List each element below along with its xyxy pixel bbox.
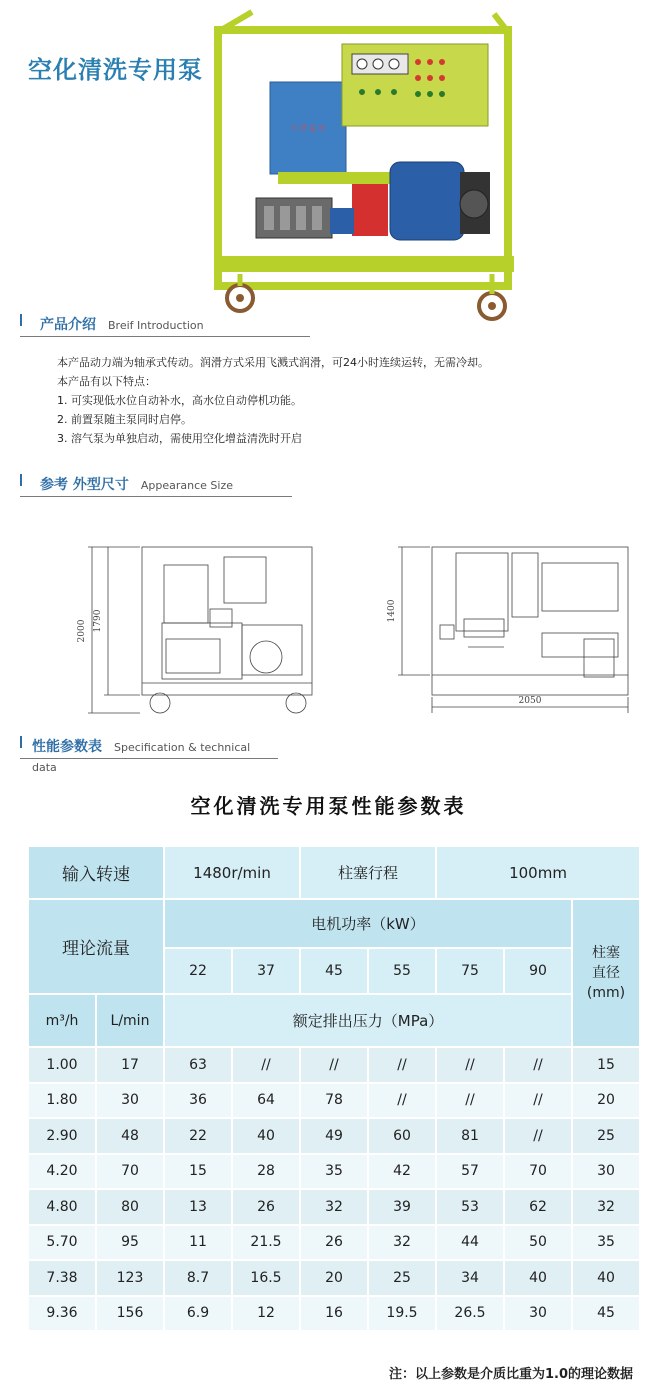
section-spec-heading <box>20 728 278 774</box>
table-cell: 7.38 <box>29 1261 95 1295</box>
table-cell: 42 <box>369 1155 435 1189</box>
feature-item: 1. 可实现低水位自动补水，高水位自动停机功能。 <box>57 394 302 407</box>
dimension-drawing <box>77 535 644 715</box>
table-cell: 8.7 <box>165 1261 231 1295</box>
table-cell: 39 <box>369 1190 435 1224</box>
pressure-label: 额定排出压力（MPa） <box>165 995 571 1046</box>
table-cell: 35 <box>301 1155 367 1189</box>
flow-label: 理论流量 <box>29 900 163 993</box>
section-size-heading <box>20 466 292 496</box>
table-cell: 25 <box>573 1119 639 1153</box>
tank-label: 大 济 益 社 <box>290 124 326 132</box>
intro-line: 本产品动力端为轴承式传动。润滑方式采用飞溅式润滑，可24小时连续运转，无需冷却。 <box>57 356 489 369</box>
footnote: 注：以上参数是介质比重为1.0的理论数据 <box>388 1367 633 1382</box>
intro-text <box>57 353 489 448</box>
stroke-label: 柱塞行程 <box>301 847 435 898</box>
feature-item: 2. 前置泵随主泵同时启停。 <box>57 413 192 426</box>
table-cell: 57 <box>437 1155 503 1189</box>
table-cell: 123 <box>97 1261 163 1295</box>
table-cell: 26.5 <box>437 1297 503 1331</box>
table-cell: 15 <box>165 1155 231 1189</box>
table-cell: 62 <box>505 1190 571 1224</box>
dim-height-2000: 2000 <box>77 619 87 643</box>
table-cell: // <box>369 1084 435 1118</box>
table-cell: 40 <box>233 1119 299 1153</box>
table-cell: 40 <box>505 1261 571 1295</box>
section-size-subtitle: Appearance Size <box>140 479 233 492</box>
unit-m3h: m³/h <box>29 995 95 1046</box>
input-speed-value: 1480r/min <box>165 847 299 898</box>
input-speed-label: 输入转速 <box>29 847 163 898</box>
power-value: 75 <box>437 949 503 993</box>
table-cell: // <box>437 1048 503 1082</box>
table-cell: 78 <box>301 1084 367 1118</box>
power-value: 90 <box>505 949 571 993</box>
table-cell: 13 <box>165 1190 231 1224</box>
table-cell: 4.20 <box>29 1155 95 1189</box>
table-cell: 32 <box>369 1226 435 1260</box>
table-cell: 21.5 <box>233 1226 299 1260</box>
table-cell: 81 <box>437 1119 503 1153</box>
table-cell: 32 <box>573 1190 639 1224</box>
table-cell: 4.80 <box>29 1190 95 1224</box>
table-cell: 5.70 <box>29 1226 95 1260</box>
section-size-title: 参考 外型尺寸 <box>40 477 129 493</box>
table-cell: // <box>505 1084 571 1118</box>
table-row <box>29 1226 639 1260</box>
power-value: 22 <box>165 949 231 993</box>
dim-height-1400: 1400 <box>387 599 397 623</box>
table-cell: // <box>505 1048 571 1082</box>
power-value: 37 <box>233 949 299 993</box>
table-cell: 22 <box>165 1119 231 1153</box>
table-cell: // <box>369 1048 435 1082</box>
section-intro-subtitle: Breif Introduction <box>108 319 204 332</box>
power-value: 55 <box>369 949 435 993</box>
table-cell: 9.36 <box>29 1297 95 1331</box>
table-row <box>29 1190 639 1224</box>
table-cell: 25 <box>369 1261 435 1295</box>
section-spec-title: 性能参数表 <box>32 739 102 755</box>
table-cell: 95 <box>97 1226 163 1260</box>
table-cell: 49 <box>301 1119 367 1153</box>
pump-photo <box>212 12 522 328</box>
stroke-value: 100mm <box>437 847 639 898</box>
table-cell: 2.90 <box>29 1119 95 1153</box>
section-spec-subtitle: Specification & technical data <box>32 741 251 774</box>
table-cell: 28 <box>233 1155 299 1189</box>
table-cell: 50 <box>505 1226 571 1260</box>
table-cell: 60 <box>369 1119 435 1153</box>
table-cell: 16.5 <box>233 1261 299 1295</box>
table-cell: 16 <box>301 1297 367 1331</box>
table-cell: 70 <box>505 1155 571 1189</box>
table-cell: // <box>437 1084 503 1118</box>
table-cell: 70 <box>97 1155 163 1189</box>
table-cell: 30 <box>573 1155 639 1189</box>
dim-width-2050: 2050 <box>518 696 542 706</box>
table-cell: 15 <box>573 1048 639 1082</box>
table-row <box>29 1155 639 1189</box>
table-cell: 26 <box>301 1226 367 1260</box>
intro-line: 本产品有以下特点： <box>57 375 156 388</box>
table-cell: 48 <box>97 1119 163 1153</box>
table-cell: 1.80 <box>29 1084 95 1118</box>
section-intro-heading <box>20 306 310 336</box>
table-cell: 11 <box>165 1226 231 1260</box>
dim-height-1790: 1790 <box>93 609 103 633</box>
table-row <box>29 1297 639 1331</box>
table-cell: 30 <box>505 1297 571 1331</box>
table-cell: // <box>233 1048 299 1082</box>
table-row <box>29 1048 639 1082</box>
table-cell: 32 <box>301 1190 367 1224</box>
table-row <box>29 1084 639 1118</box>
table-cell: 20 <box>573 1084 639 1118</box>
table-cell: 40 <box>573 1261 639 1295</box>
table-cell: // <box>505 1119 571 1153</box>
table-cell: 17 <box>97 1048 163 1082</box>
power-value: 45 <box>301 949 367 993</box>
plunger-diameter-label: 柱塞 直径 (mm) <box>573 900 639 1046</box>
table-cell: 1.00 <box>29 1048 95 1082</box>
table-cell: // <box>301 1048 367 1082</box>
power-label: 电机功率（kW） <box>165 900 571 947</box>
table-cell: 26 <box>233 1190 299 1224</box>
table-cell: 12 <box>233 1297 299 1331</box>
table-cell: 20 <box>301 1261 367 1295</box>
table-cell: 30 <box>97 1084 163 1118</box>
table-title: 空化清洗专用泵性能参数表 <box>190 794 467 818</box>
product-title: 空化清洗专用泵 <box>28 56 203 84</box>
section-intro-title: 产品介绍 <box>40 317 96 333</box>
table-cell: 53 <box>437 1190 503 1224</box>
table-row <box>29 1119 639 1153</box>
table-cell: 35 <box>573 1226 639 1260</box>
table-cell: 156 <box>97 1297 163 1331</box>
table-cell: 63 <box>165 1048 231 1082</box>
table-cell: 36 <box>165 1084 231 1118</box>
table-cell: 64 <box>233 1084 299 1118</box>
table-cell: 19.5 <box>369 1297 435 1331</box>
feature-item: 3. 溶气泵为单独启动，需使用空化增益清洗时开启 <box>57 432 302 445</box>
table-row <box>29 1261 639 1295</box>
spec-table <box>27 845 641 1332</box>
unit-lmin: L/min <box>97 995 163 1046</box>
table-cell: 6.9 <box>165 1297 231 1331</box>
table-cell: 45 <box>573 1297 639 1331</box>
table-cell: 44 <box>437 1226 503 1260</box>
table-cell: 80 <box>97 1190 163 1224</box>
table-cell: 34 <box>437 1261 503 1295</box>
